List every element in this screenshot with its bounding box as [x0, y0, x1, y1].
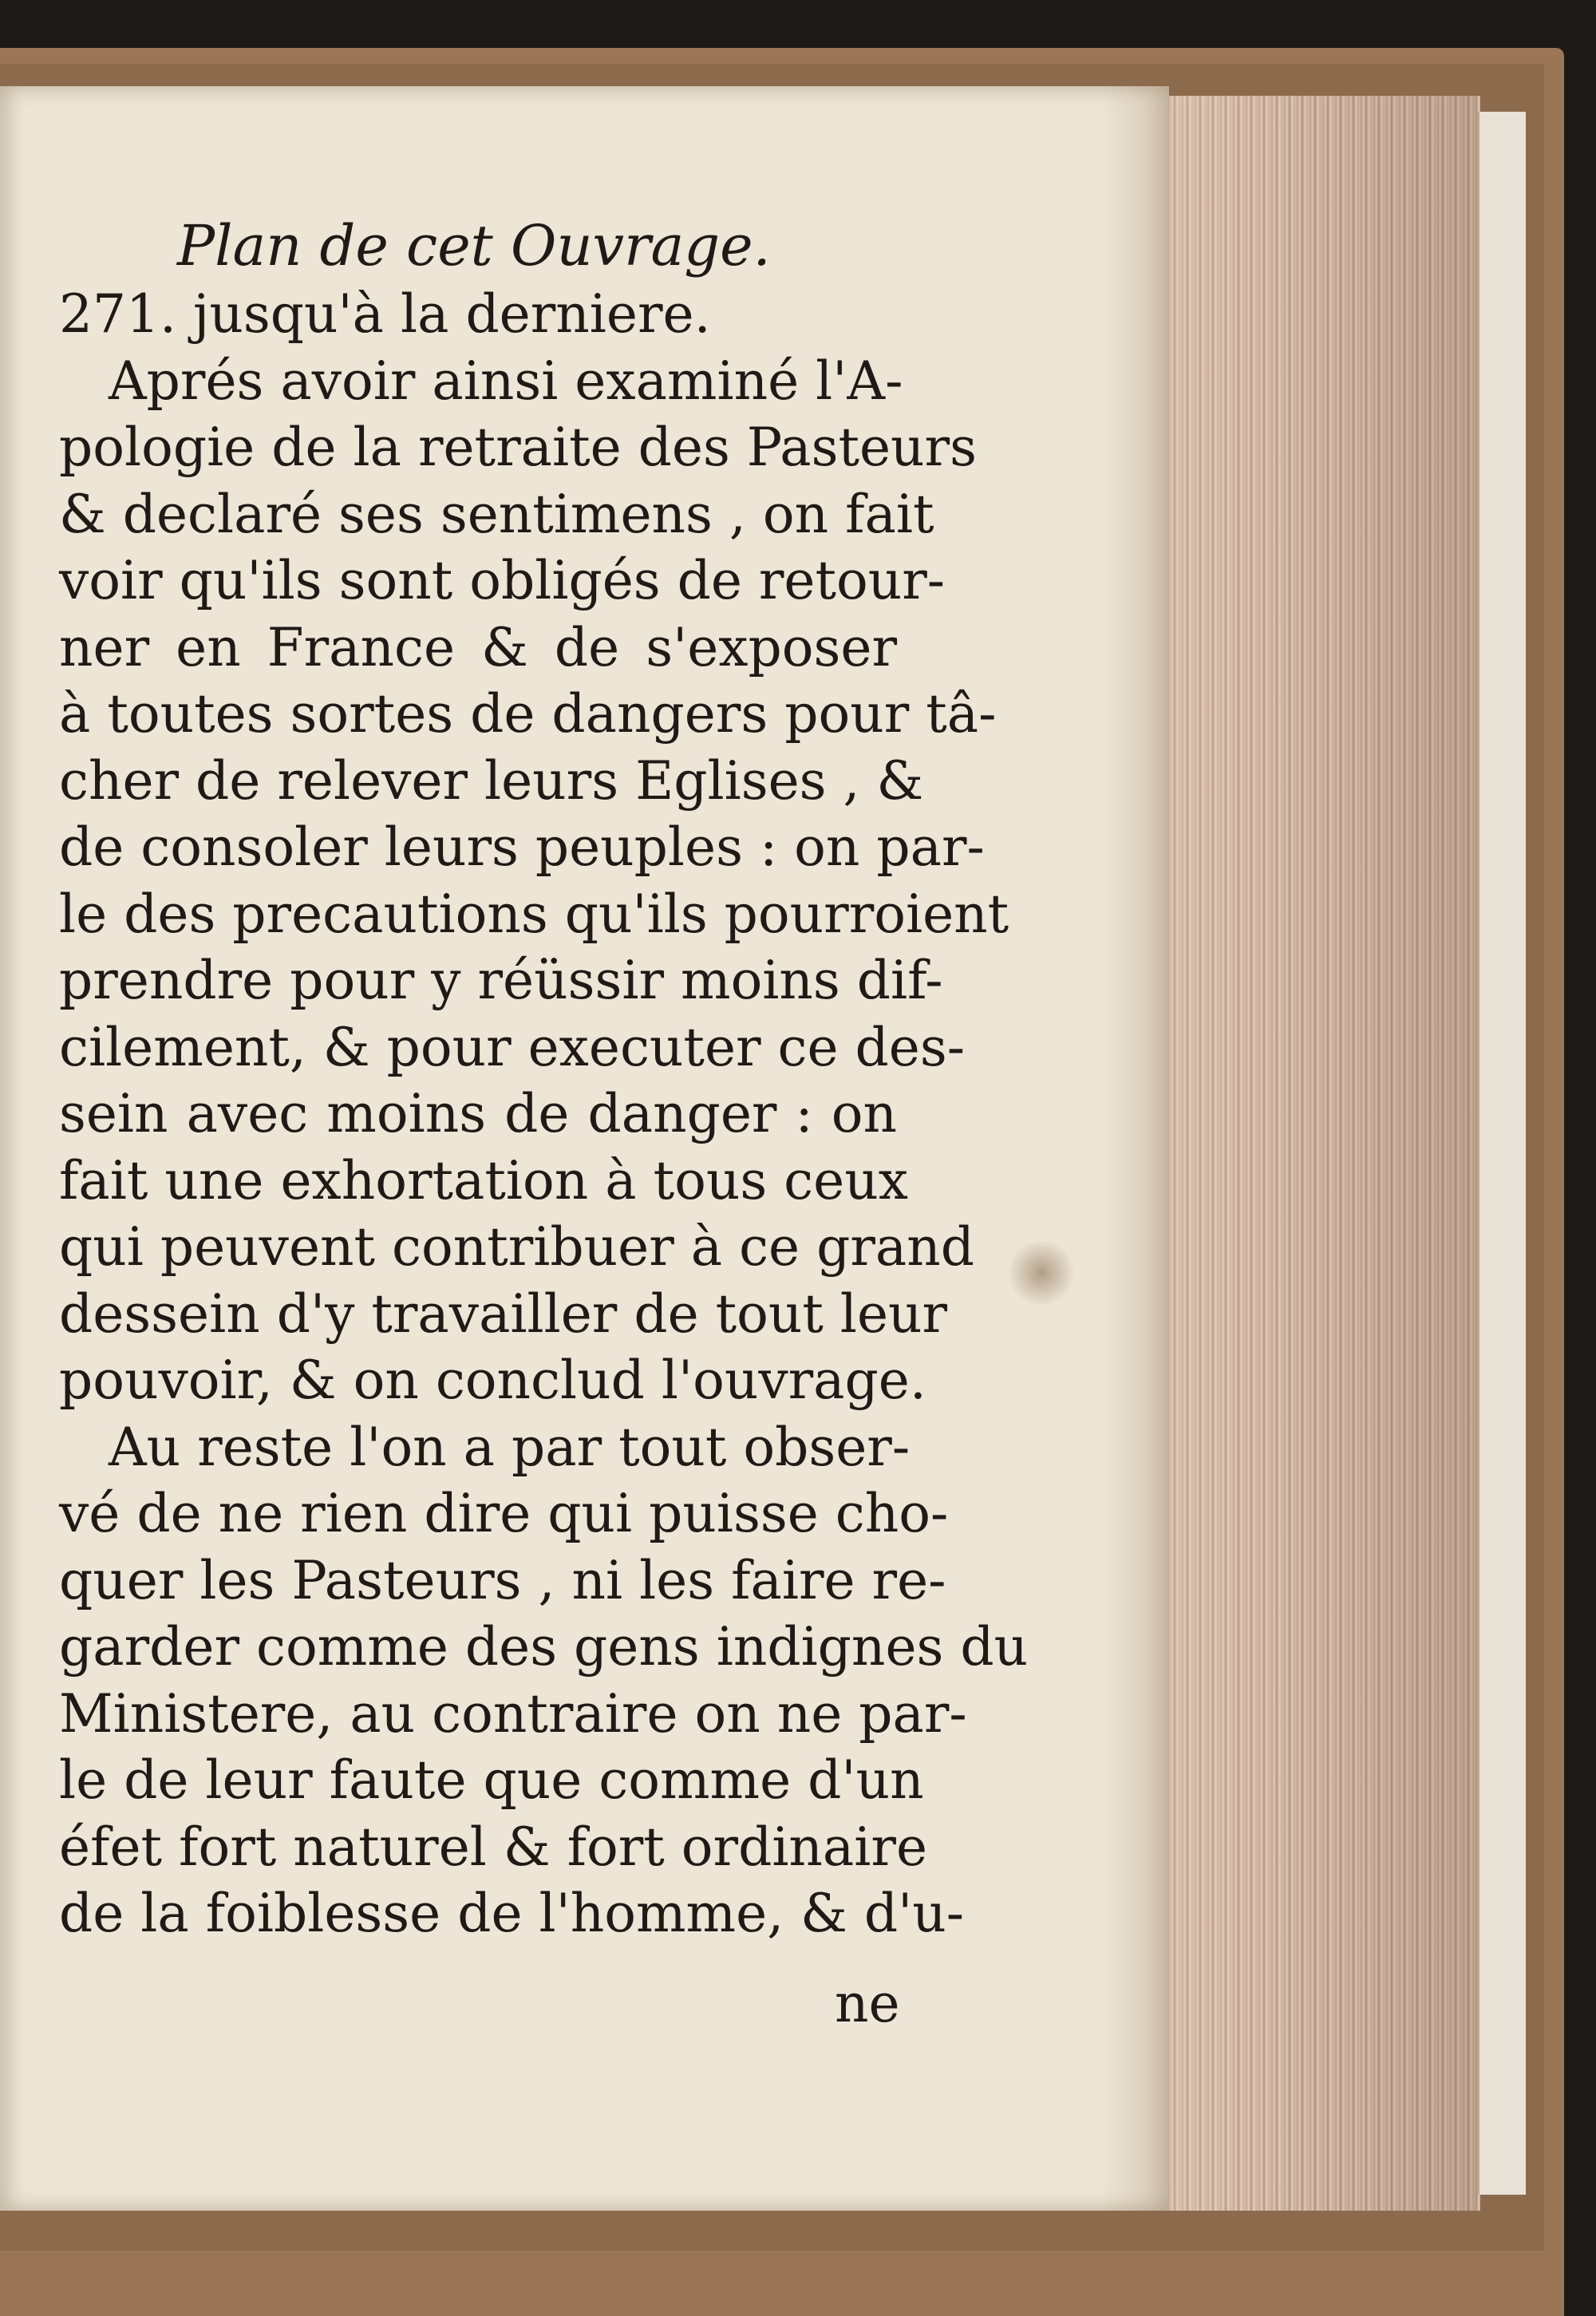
text-line: à toutes sortes de dangers pour tâ- [59, 683, 997, 745]
running-header: Plan de cet Ouvrage. [177, 213, 771, 279]
text-line: pouvoir, & on conclud l'ouvrage. [59, 1350, 926, 1411]
text-line: quer les Pasteurs , ni les faire re- [59, 1549, 946, 1611]
text-line: le des precautions qu'ils pourroient [59, 883, 1009, 945]
end-leaf [1478, 112, 1526, 2195]
text-line: qui peuvent contribuer à ce grand [59, 1216, 974, 1278]
text-line: cher de relever leurs Eglises , & [59, 749, 924, 812]
text-line: cilement, & pour executer ce des- [59, 1016, 966, 1078]
text-line: 271. jusqu'à la derniere. [59, 283, 711, 345]
text-line: fait une exhortation à tous ceux [59, 1149, 908, 1211]
foxing-stain [1005, 1241, 1077, 1305]
text-line: pologie de la retraite des Pasteurs [59, 417, 977, 478]
text-line: voir qu'ils sont obligés de retour- [59, 550, 946, 611]
text-line: Ministere, au contraire on ne par- [59, 1682, 967, 1745]
text-line: ner en France & de s'exposer [59, 616, 897, 678]
text-line: garder comme des gens indignes du [59, 1616, 1029, 1678]
text-line: prendre pour y réüssir moins dif- [59, 950, 943, 1011]
catchword: ne [835, 1973, 900, 2034]
text-line: & declaré ses sentimens , on fait [59, 483, 934, 545]
text-line: éfet fort naturel & fort ordinaire [59, 1816, 928, 1878]
text-line: le de leur faute que comme d'un [59, 1749, 924, 1811]
text-line: Au reste l'on a par tout obser- [109, 1416, 911, 1478]
page-edges-shading [1127, 96, 1478, 2211]
text-line: vé de ne rien dire qui puisse cho- [59, 1483, 949, 1544]
text-line: de consoler leurs peuples : on par- [59, 816, 985, 878]
page-text [59, 209, 1029, 1947]
text-line: dessein d'y travailler de tout leur [59, 1282, 948, 1345]
text-line: de la foiblesse de l'homme, & d'u- [59, 1883, 965, 1944]
text-line: sein avec moins de danger : on [59, 1083, 897, 1144]
page-gutter-shadow [1101, 86, 1169, 2211]
text-lines [59, 281, 1029, 1947]
text-line: Aprés avoir ainsi examiné l'A- [109, 350, 903, 412]
